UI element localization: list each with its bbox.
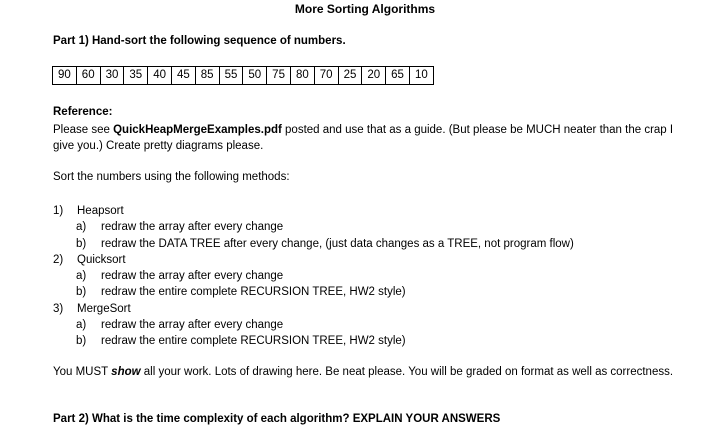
reference-text-before: Please see [53, 124, 114, 136]
method-number: 3) [53, 302, 64, 315]
number-cell: 45 [172, 67, 196, 84]
number-cell: 30 [101, 67, 125, 84]
sub-text: redraw the entire complete RECURSION TREE, HW2 style) [101, 335, 406, 348]
method-sub-item [53, 268, 574, 284]
number-cell: 60 [77, 67, 101, 84]
method-sub-item [53, 317, 574, 333]
method-name: Quicksort [77, 253, 126, 266]
document-title: More Sorting Algorithms [294, 2, 436, 16]
method-name: MergeSort [77, 302, 131, 315]
reference-heading: Reference: [53, 106, 113, 118]
number-cell: 70 [315, 67, 339, 84]
method-item [53, 301, 574, 317]
must-before: You MUST [53, 366, 112, 378]
method-sub-item [53, 333, 574, 349]
sub-letter: b) [76, 237, 87, 250]
sub-letter: b) [76, 335, 87, 348]
work-instructions [53, 364, 693, 380]
number-cell: 75 [267, 67, 291, 84]
methods-list [53, 203, 574, 350]
number-sequence-table [52, 66, 434, 85]
number-cell: 55 [220, 67, 244, 84]
number-cell: 80 [291, 67, 315, 84]
number-cell: 40 [148, 67, 172, 84]
number-cell: 50 [243, 67, 267, 84]
sub-text: redraw the array after every change [101, 270, 284, 283]
method-item [53, 203, 574, 219]
reference-text-after: posted and use that as a guide. (But please be MUCH neater than the crap I give you.) Create pretty diagrams please. [53, 124, 674, 152]
reference-file-name: QuickHeapMergeExamples.pdf [113, 124, 282, 136]
method-name: Heapsort [77, 205, 124, 217]
number-cell: 85 [196, 67, 220, 84]
sub-text: redraw the DATA TREE after every change, (just data changes as a TREE, not program flow) [101, 237, 574, 250]
method-sub-item [53, 236, 574, 252]
number-cell: 20 [362, 67, 386, 84]
sub-text: redraw the entire complete RECURSION TREE, HW2 style) [101, 286, 406, 299]
method-sub-item [53, 219, 574, 235]
sub-letter: a) [76, 221, 87, 234]
number-cell: 25 [339, 67, 363, 84]
method-sub-item [53, 284, 574, 300]
number-cell: 90 [53, 67, 77, 84]
part1-heading: Part 1) Hand-sort the following sequence of numbers. [53, 35, 346, 47]
method-number: 2) [53, 253, 64, 266]
number-cell: 10 [414, 69, 428, 81]
method-number: 1) [53, 205, 64, 217]
part2-heading: Part 2) What is the time complexity of each algorithm? EXPLAIN YOUR ANSWERS [53, 413, 501, 425]
method-item [53, 252, 574, 268]
sub-letter: b) [76, 286, 87, 299]
sub-text: redraw the array after every change [101, 319, 284, 332]
sub-letter: a) [76, 270, 87, 283]
number-cell: 65 [386, 67, 410, 84]
sort-intro: Sort the numbers using the following methods: [53, 171, 290, 183]
must-emphasis: show [111, 366, 141, 378]
reference-text [53, 122, 683, 154]
must-after: all your work. Lots of drawing here. Be neat please. You will be graded on format as well as correctness. [140, 366, 674, 378]
sub-text: redraw the array after every change [101, 221, 284, 234]
number-cell: 35 [124, 67, 148, 84]
sub-letter: a) [76, 319, 87, 332]
